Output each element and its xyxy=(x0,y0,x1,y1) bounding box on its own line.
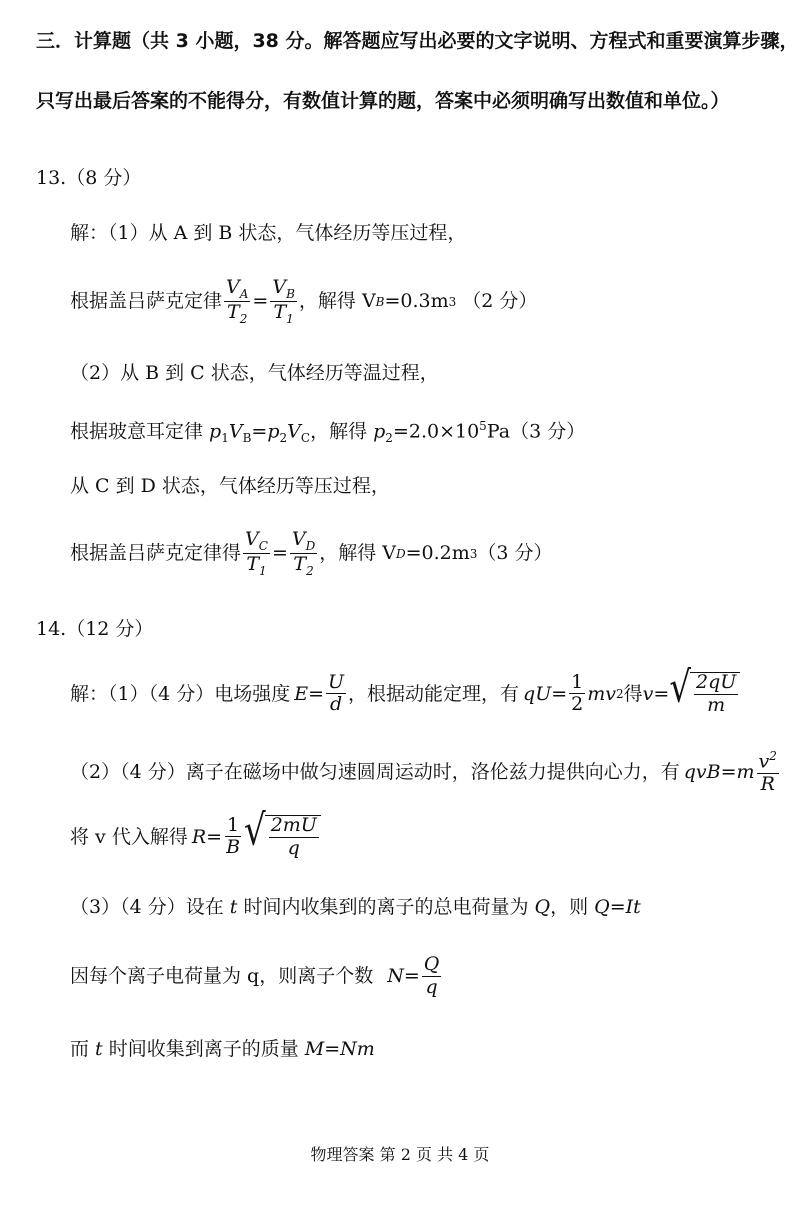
q13-line2-prefix: 根据盖吕萨克定律 xyxy=(70,290,223,313)
velocity-sqrt: √ $\frac{2qU}{m}$ xyxy=(669,672,740,716)
q13-score-3: （3 分） xyxy=(477,542,553,565)
q14-line4: （3）（4 分）设在 t 时间内收集到的离子的总电荷量为 Q，则 Q=It xyxy=(70,896,641,918)
charles-law-fraction-vd: $\frac{V_D}{T_2}$ xyxy=(291,528,316,579)
q14-line5: 因每个离子电荷量为 q，则离子个数 N = $\frac{Q}{q}$ xyxy=(70,953,440,998)
q13-line4: 根据玻意耳定律 $p_1V_B=p_2V_C$，解得 $p_2=2.0\times 10^5Pa(3$ 分） xyxy=(70,419,586,446)
ion-count-fraction: $\frac{Q}{q}$ xyxy=(423,953,440,998)
q14-line2: （2）（4 分）离子在磁场中做匀速圆周运动时，洛伦兹力提供向心力，有 qvB = m $\frac{v^2}{R}$ xyxy=(70,749,777,796)
section-heading-line1: 三．计算题（共 3 小题，38 分。解答题应写出必要的文字说明、方程式和重要演算步骤， xyxy=(36,30,799,52)
electric-field-fraction: $\frac{U}{d}$ xyxy=(328,670,345,716)
q13-line5: 从 C 到 D 状态，气体经历等压过程， xyxy=(70,475,390,497)
q13-score-2: （2 分） xyxy=(462,290,538,313)
q13-line1: 解：（1）从 A 到 B 状态，气体经历等压过程， xyxy=(70,222,467,244)
centripetal-fraction: $\frac{v^2}{R}$ xyxy=(758,749,777,796)
charles-law-fraction-left: $\frac{V_A}{T_2}$ xyxy=(226,276,249,327)
q13-line2: 根据盖吕萨克定律 $\frac{V_A}{T_2}$ = $\frac{V_B}{T_1}$ ，解得 V B =0.3m 3 （2 分） xyxy=(70,276,538,327)
charles-law-fraction-right: $\frac{V_B}{T_1}$ xyxy=(272,276,295,327)
q14-header: 14.（12 分） xyxy=(36,618,154,640)
radius-fraction: $\frac{1}{B}$ xyxy=(226,813,241,859)
section-heading-line2: 只写出最后答案的不能得分，有数值计算的题，答案中必须明确写出数值和单位。） xyxy=(36,90,730,112)
q13-line6: 根据盖吕萨克定律得 $\frac{V_C}{T_1}$ = $\frac{V_D}{T_2}$ ，解得 V D =0.2m 3 （3 分） xyxy=(70,528,553,579)
q13-line3: （2）从 B 到 C 状态，气体经历等温过程， xyxy=(70,362,439,384)
q14-line3: 将 v 代入解得 R = $\frac{1}{B}$ √ $\frac{2mU}{q}$ xyxy=(70,815,321,859)
q14-line1: 解：（1）（4 分）电场强度 E = $\frac{U}{d}$ ，根据动能定理，有 qU = $\frac{1}{2}$ mv 2 得 v = √ $\frac{2qU}{m}$ xyxy=(70,672,740,716)
kinetic-energy-fraction: $\frac{1}{2}$ xyxy=(571,670,584,716)
q13-header: 13.（8 分） xyxy=(36,167,142,189)
radius-sqrt: √ $\frac{2mU}{q}$ xyxy=(244,815,321,859)
q14-line6: 而 t 时间收集到离子的质量 M=Nm xyxy=(70,1038,375,1060)
charles-law-fraction-vc: $\frac{V_C}{T_1}$ xyxy=(245,528,268,579)
page-footer: 物理答案 第 2 页 共 4 页 xyxy=(310,1145,490,1164)
